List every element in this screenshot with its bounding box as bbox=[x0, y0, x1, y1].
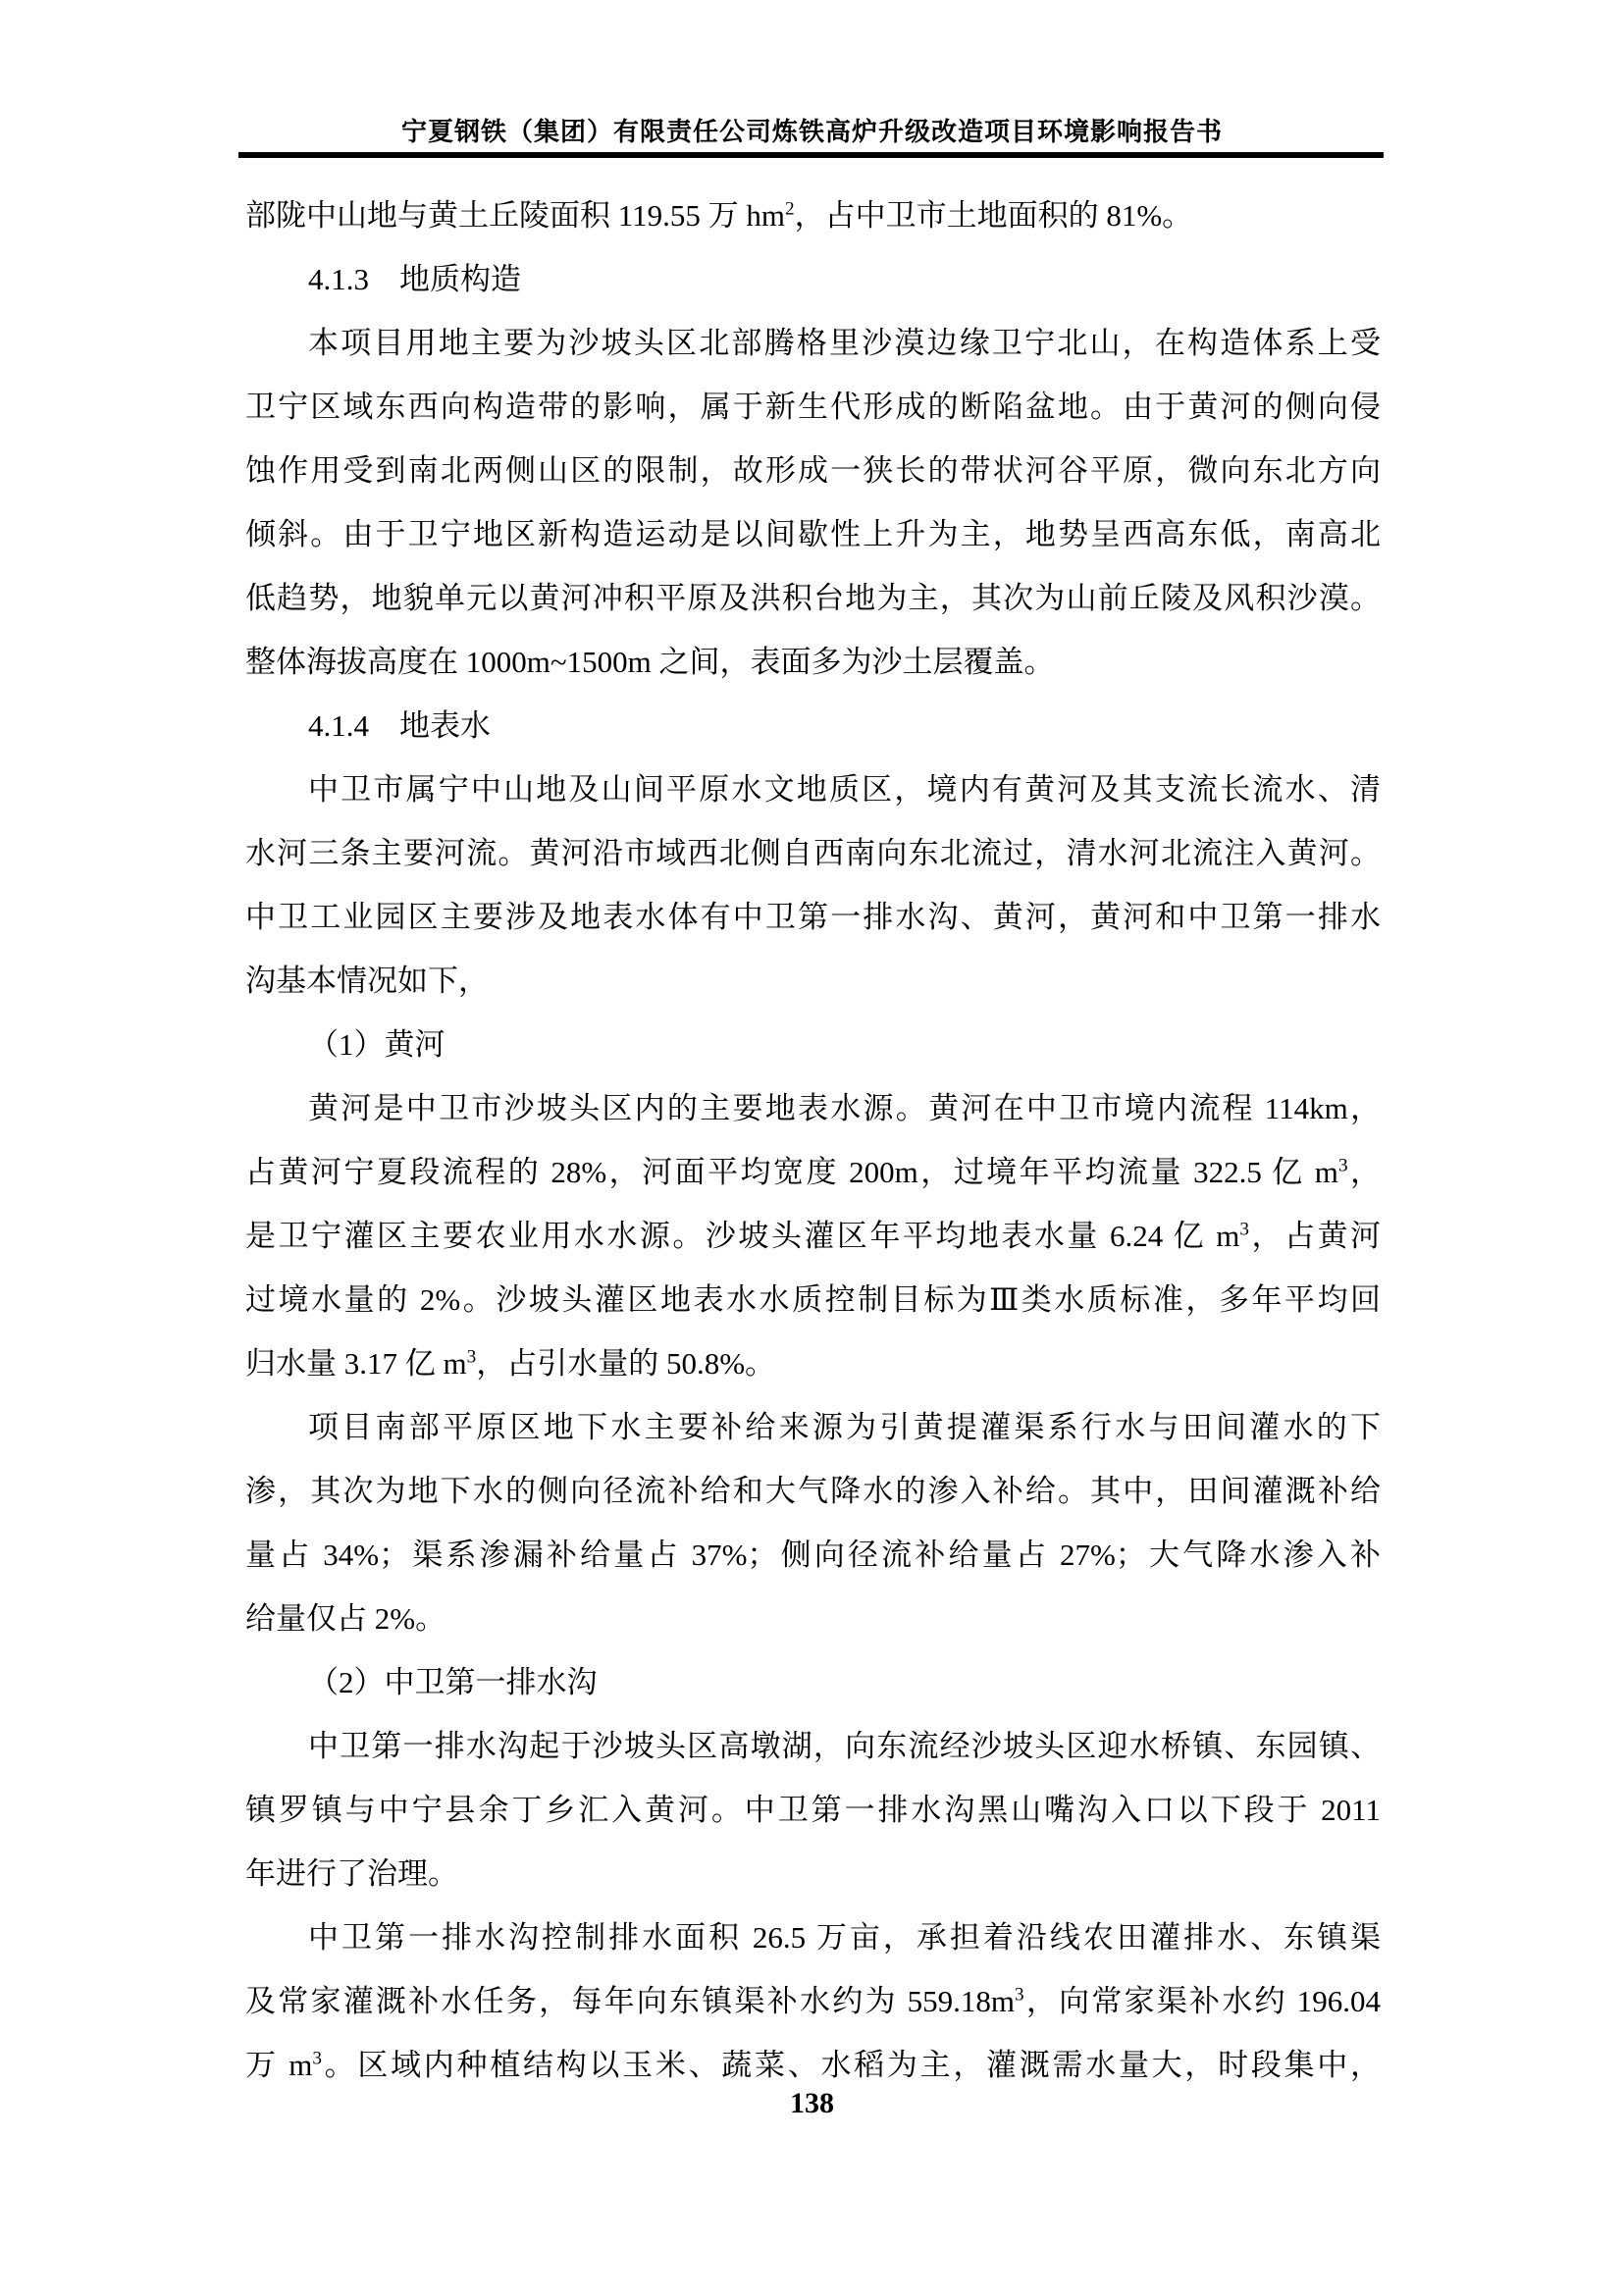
superscript: 3 bbox=[312, 2048, 322, 2069]
text-line: 过境水量的 2%。沙坡头灌区地表水水质控制目标为Ⅲ类水质标准，多年平均回 bbox=[245, 1282, 1381, 1317]
text-line: 中卫第一排水沟起于沙坡头区高墩湖，向东流经沙坡头区迎水桥镇、东园镇、 bbox=[308, 1729, 1381, 1763]
text-line: 是卫宁灌区主要农业用水水源。沙坡头灌区年平均地表水量 6.24 亿 $m^3$，占黄河 bbox=[245, 1219, 1381, 1253]
text-line: 中卫工业园区主要涉及地表水体有中卫第一排水沟、黄河，黄河和中卫第一排水 bbox=[245, 900, 1381, 934]
header-rule bbox=[238, 152, 1384, 158]
document-body bbox=[245, 183, 1381, 2097]
text-line: 水河三条主要河流。黄河沿市域西北侧自西南向东北流过，清水河北流注入黄河。 bbox=[245, 836, 1381, 870]
text-line: 整体海拔高度在 1000m~1500m 之间，表面多为沙土层覆盖。 bbox=[245, 645, 1055, 679]
text-line: 低趋势，地貌单元以黄河冲积平原及洪积台地为主，其次为山前丘陵及风积沙漠。 bbox=[245, 581, 1381, 615]
section-heading: 4.1.4 地表水 bbox=[308, 708, 491, 743]
sub-heading: （1）黄河 bbox=[308, 1027, 445, 1062]
text-line: 占黄河宁夏段流程的 28%，河面平均宽度 200m，过境年平均流量 322.5 亿 $m^3$， bbox=[245, 1155, 1381, 1189]
page-number: 138 bbox=[790, 2087, 834, 2119]
superscript: 2 bbox=[784, 198, 795, 220]
text-line: 渗，其次为地下水的侧向径流补给和大气降水的渗入补给。其中，田间灌溉补给 bbox=[245, 1474, 1381, 1508]
text-line: 黄河是中卫市沙坡头区内的主要地表水源。黄河在中卫市境内流程 114km， bbox=[308, 1091, 1381, 1125]
page-header-title: 宁夏钢铁（集团）有限责任公司炼铁高炉升级改造项目环境影响报告书 bbox=[400, 118, 1223, 146]
text-line: 镇罗镇与中宁县余丁乡汇入黄河。中卫第一排水沟黑山嘴沟入口以下段于 2011 bbox=[245, 1793, 1381, 1827]
section-heading: 4.1.3 地质构造 bbox=[308, 262, 521, 296]
text-line: 及常家灌溉补水任务，每年向东镇渠补水约为 $559.18m^3$，向常家渠补水约 196.04 bbox=[245, 1984, 1381, 2018]
text-line: 中卫第一排水沟控制排水面积 26.5 万亩，承担着沿线农田灌排水、东镇渠 bbox=[308, 1920, 1381, 1955]
text-line: 给量仅占 2%。 bbox=[245, 1601, 446, 1636]
text-line: 归水量 3.17 亿 $m^3$，占引水量的 50.8%。 bbox=[245, 1346, 776, 1381]
text-line: 蚀作用受到南北两侧山区的限制，故形成一狭长的带状河谷平原，微向东北方向 bbox=[245, 453, 1381, 488]
text-line: 万 $m^3$。区域内种植结构以玉米、蔬菜、水稻为主，灌溉需水量大，时段集中， bbox=[245, 2048, 1381, 2082]
sub-heading: （2）中卫第一排水沟 bbox=[308, 1665, 598, 1699]
text-line: 沟基本情况如下， bbox=[245, 964, 489, 998]
text-line: 本项目用地主要为沙坡头区北部腾格里沙漠边缘卫宁北山，在构造体系上受 bbox=[308, 326, 1381, 360]
superscript: 3 bbox=[1239, 1219, 1250, 1240]
text-line: 年进行了治理。 bbox=[245, 1856, 458, 1891]
text-line: 项目南部平原区地下水主要补给来源为引黄提灌渠系行水与田间灌水的下 bbox=[308, 1410, 1381, 1444]
text-line: 卫宁区域东西向构造带的影响，属于新生代形成的断陷盆地。由于黄河的侧向侵 bbox=[245, 390, 1381, 424]
superscript: 3 bbox=[1337, 1155, 1348, 1176]
superscript: 3 bbox=[1015, 1984, 1024, 2006]
superscript: 3 bbox=[466, 1346, 477, 1368]
text-line: 部陇中山地与黄土丘陵面积 119.55 万 $hm^2$，占中卫市土地面积的 81%。 bbox=[245, 198, 1193, 233]
text-line: 量占 34%；渠系渗漏补给量占 37%；侧向径流补给量占 27%；大气降水渗入补 bbox=[245, 1538, 1381, 1572]
text-line: 中卫市属宁中山地及山间平原水文地质区，境内有黄河及其支流长流水、清 bbox=[308, 772, 1381, 807]
text-line: 倾斜。由于卫宁地区新构造运动是以间歇性上升为主，地势呈西高东低，南高北 bbox=[245, 517, 1381, 551]
